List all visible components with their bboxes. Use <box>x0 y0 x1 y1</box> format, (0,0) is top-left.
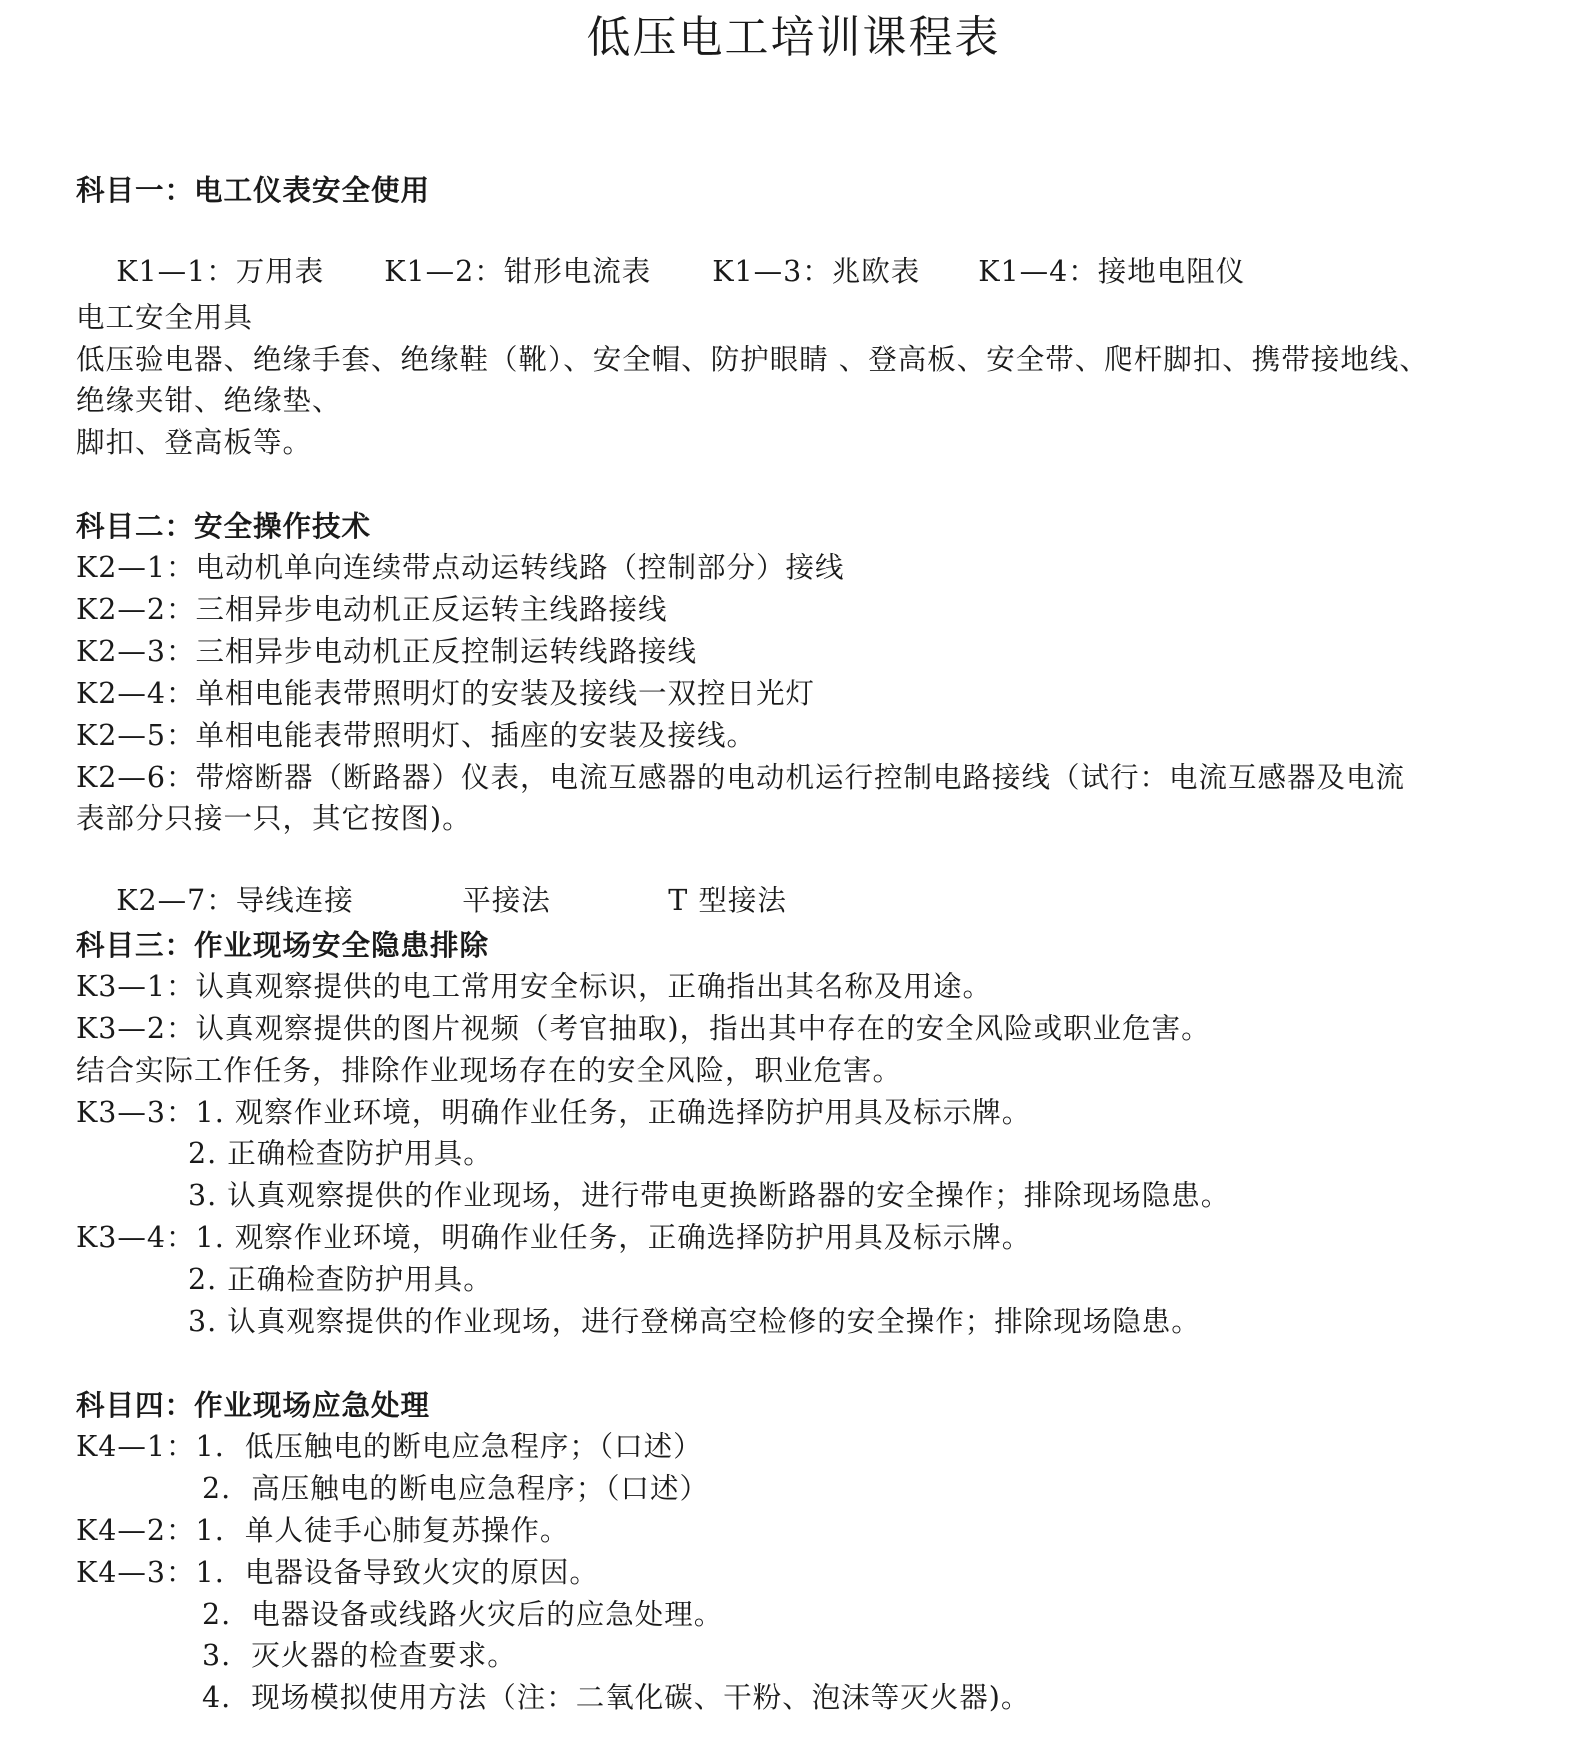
k2-7: K2—7：导线连接 <box>116 884 354 917</box>
k4-3-item4: 4. 现场模拟使用方法（注：二氧化碳、干粉、泡沫等灭火器)。 <box>202 1681 1031 1714</box>
safety-tools-line1: 低压验电器、绝缘手套、绝缘鞋（靴）、安全帽、防护眼睛 、登高板、安全带、爬杆脚扣、携带接地线、 <box>76 343 1429 376</box>
k1-3: K1—3：兆欧表 <box>712 255 921 288</box>
k2-6-line2: 表部分只接一只，其它按图)。 <box>76 802 472 835</box>
k3-3-item2: 2. 正确检查防护用具。 <box>188 1137 493 1170</box>
k2-1: K2—1：电动机单向连续带点动运转线路（控制部分）接线 <box>76 551 845 584</box>
k3-1: K3—1：认真观察提供的电工常用安全标识，正确指出其名称及用途。 <box>76 970 993 1003</box>
k4-3-item2: 2. 电器设备或线路火灾后的应急处理。 <box>202 1598 724 1631</box>
k4-1-item1: K4—1：1. 低压触电的断电应急程序；（口述） <box>76 1430 703 1463</box>
k2-4: K2—4：单相电能表带照明灯的安装及接线一双控日光灯 <box>76 677 816 710</box>
k2-5: K2—5：单相电能表带照明灯、插座的安装及接线。 <box>76 719 757 752</box>
k4-3-item1: K4—3：1. 电器设备导致火灾的原因。 <box>76 1556 599 1589</box>
safety-tools-line2: 绝缘夹钳、绝缘垫、 <box>76 384 342 417</box>
k2-6-line1: K2—6：带熔断器（断路器）仪表，电流互感器的电动机运行控制电路接线（试行：电流互感器及电流 <box>76 761 1406 794</box>
k2-2: K2—2：三相异步电动机正反运转主线路接线 <box>76 593 668 626</box>
k4-2-item1: K4—2：1. 单人徒手心肺复苏操作。 <box>76 1514 570 1547</box>
safety-tools-line3: 脚扣、登高板等。 <box>76 426 313 459</box>
k3-3-item3: 3. 认真观察提供的作业现场，进行带电更换断路器的安全操作；排除现场隐患。 <box>188 1179 1231 1212</box>
k3-4-item1: K3—4：1. 观察作业环境，明确作业任务，正确选择防护用具及标示牌。 <box>76 1221 1032 1254</box>
subject2-heading: 科目二：安全操作技术 <box>76 509 372 543</box>
k3-3-item1: K3—3：1. 观察作业环境，明确作业任务，正确选择防护用具及标示牌。 <box>76 1096 1032 1129</box>
subject3-heading: 科目三：作业现场安全隐患排除 <box>76 928 490 962</box>
k1-1: K1—1：万用表 <box>116 255 325 288</box>
subject1-heading: 科目一：电工仪表安全使用 <box>76 173 431 207</box>
safety-tools-heading: 电工安全用具 <box>76 301 254 334</box>
k2-7-t: T 型接法 <box>668 884 787 917</box>
page-title: 低压电工培训课程表 <box>586 12 1001 63</box>
k4-3-item3: 3. 灭火器的检查要求。 <box>202 1639 517 1672</box>
k3-4-item3: 3. 认真观察提供的作业现场，进行登梯高空检修的安全操作；排除现场隐患。 <box>188 1305 1201 1338</box>
subject4-heading: 科目四：作业现场应急处理 <box>76 1388 431 1422</box>
k1-2: K1—2：钳形电流表 <box>384 255 652 288</box>
k3-2-line2: 结合实际工作任务，排除作业现场存在的安全风险，职业危害。 <box>76 1054 903 1087</box>
k3-4-item2: 2. 正确检查防护用具。 <box>188 1263 493 1296</box>
k2-7-flat: 平接法 <box>462 884 551 917</box>
k4-1-item2: 2. 高压触电的断电应急程序；（口述） <box>202 1472 710 1505</box>
k2-3: K2—3：三相异步电动机正反控制运转线路接线 <box>76 635 698 668</box>
k1-4: K1—4：接地电阻仪 <box>978 255 1246 288</box>
k3-2: K3—2：认真观察提供的图片视频（考官抽取)，指出其中存在的安全风险或职业危害。 <box>76 1012 1211 1045</box>
